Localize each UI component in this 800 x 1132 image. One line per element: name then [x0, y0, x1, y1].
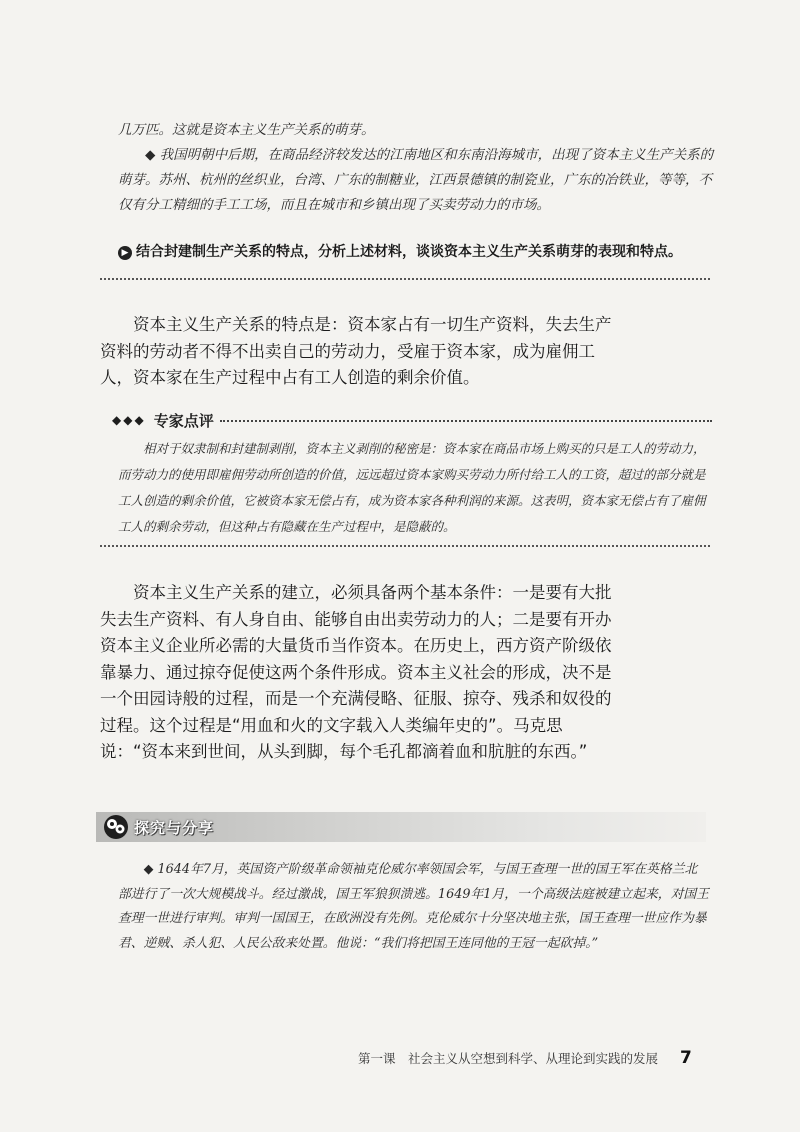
discussion-bubble-icon	[102, 813, 130, 841]
dotted-divider	[100, 278, 710, 280]
page-footer	[358, 1047, 708, 1069]
arrow-icon: ▶	[118, 246, 132, 260]
explore-share-text: ◆ 1644年7月，英国资产阶级革命领袖克伦威尔率领国会军，与国王查理一世的国王军在英格兰北部进行了一次大规模战斗。经过激战，国王军狼狈溃逃。1649年1月，一个高级法庭被建立起来，对国王查理一世进行审判。审判一国国王，在欧洲没有先例。克伦威尔十分坚决地主张，国王查理一世应作为暴君、逆贼、杀人犯、人民公敌来处置。他说：“我们将把国王连同他的王冠一起砍掉。”	[118, 862, 709, 951]
question-text: 结合封建制生产关系的特点，分析上述材料，谈谈资本主义生产关系萌芽的表现和特点。	[136, 244, 682, 260]
material-line: 几万匹。这就是资本主义生产关系的萌芽。	[118, 122, 375, 138]
diamond-icon: ◆◆◆	[112, 413, 146, 427]
discussion-question	[118, 241, 718, 261]
body-paragraph-2: 资本主义生产关系的建立，必须具备两个基本条件：一是要有大批失去生产资料、有人身自由、能够自由出卖劳动力的人；二是要有开办资本主义企业所必需的大量货币当作资本。在历史上，西方资产阶级依靠暴力、通过掠夺促使这两个条件形成。资本主义社会的形成，决不是一个田园诗般的过程，而是一个充满侵略、征服、掠夺、残杀和奴役的过程。这个过程是“用血和火的文字载入人类编年史的”。马克思说：“资本来到世间，从头到脚，每个毛孔都滴着血和肮脏的东西。”	[100, 583, 612, 761]
expert-comment-header	[112, 410, 712, 430]
material-paragraph: ◆ 我国明朝中后期，在商品经济较发达的江南地区和东南沿海城市，出现了资本主义生产关系的萌芽。苏州、杭州的丝织业，台湾、广东的制糖业，江西景德镇的制瓷业，广东的冶铁业，等等，不仅有分工精细的手工工场，而且在城市和乡镇出现了买卖劳动力的市场。	[118, 147, 714, 213]
dotted-leader	[220, 420, 712, 422]
expert-comment-text: 相对于奴隶制和封建制剥削，资本主义剥削的秘密是：资本家在商品市场上购买的只是工人的劳动力，而劳动力的使用即雇佣劳动所创造的价值，远远超过资本家购买劳动力所付给工人的工资，超过的部分就是工人创造的剩余价值，它被资本家无偿占有，成为资本家各种利润的来源。这表明，资本家无偿占有了雇佣工人的剩余劳动，但这种占有隐藏在生产过程中，是隐蔽的。	[118, 441, 706, 534]
explore-share-banner	[96, 812, 706, 842]
material-block	[118, 118, 718, 218]
dotted-divider	[100, 545, 710, 547]
body-paragraph-1: 资本主义生产关系的特点是：资本家占有一切生产资料，失去生产资料的劳动者不得不出卖自己的劳动力，受雇于资本家，成为雇佣工人，资本家在生产过程中占有工人创造的剩余价值。	[100, 315, 612, 387]
expert-comment-title: 专家点评	[153, 411, 214, 430]
page-number: 7	[680, 1048, 692, 1068]
explore-share-title: 探究与分享	[134, 818, 215, 837]
chapter-title: 第一课 社会主义从空想到科学、从理论到实践的发展	[358, 1051, 659, 1066]
